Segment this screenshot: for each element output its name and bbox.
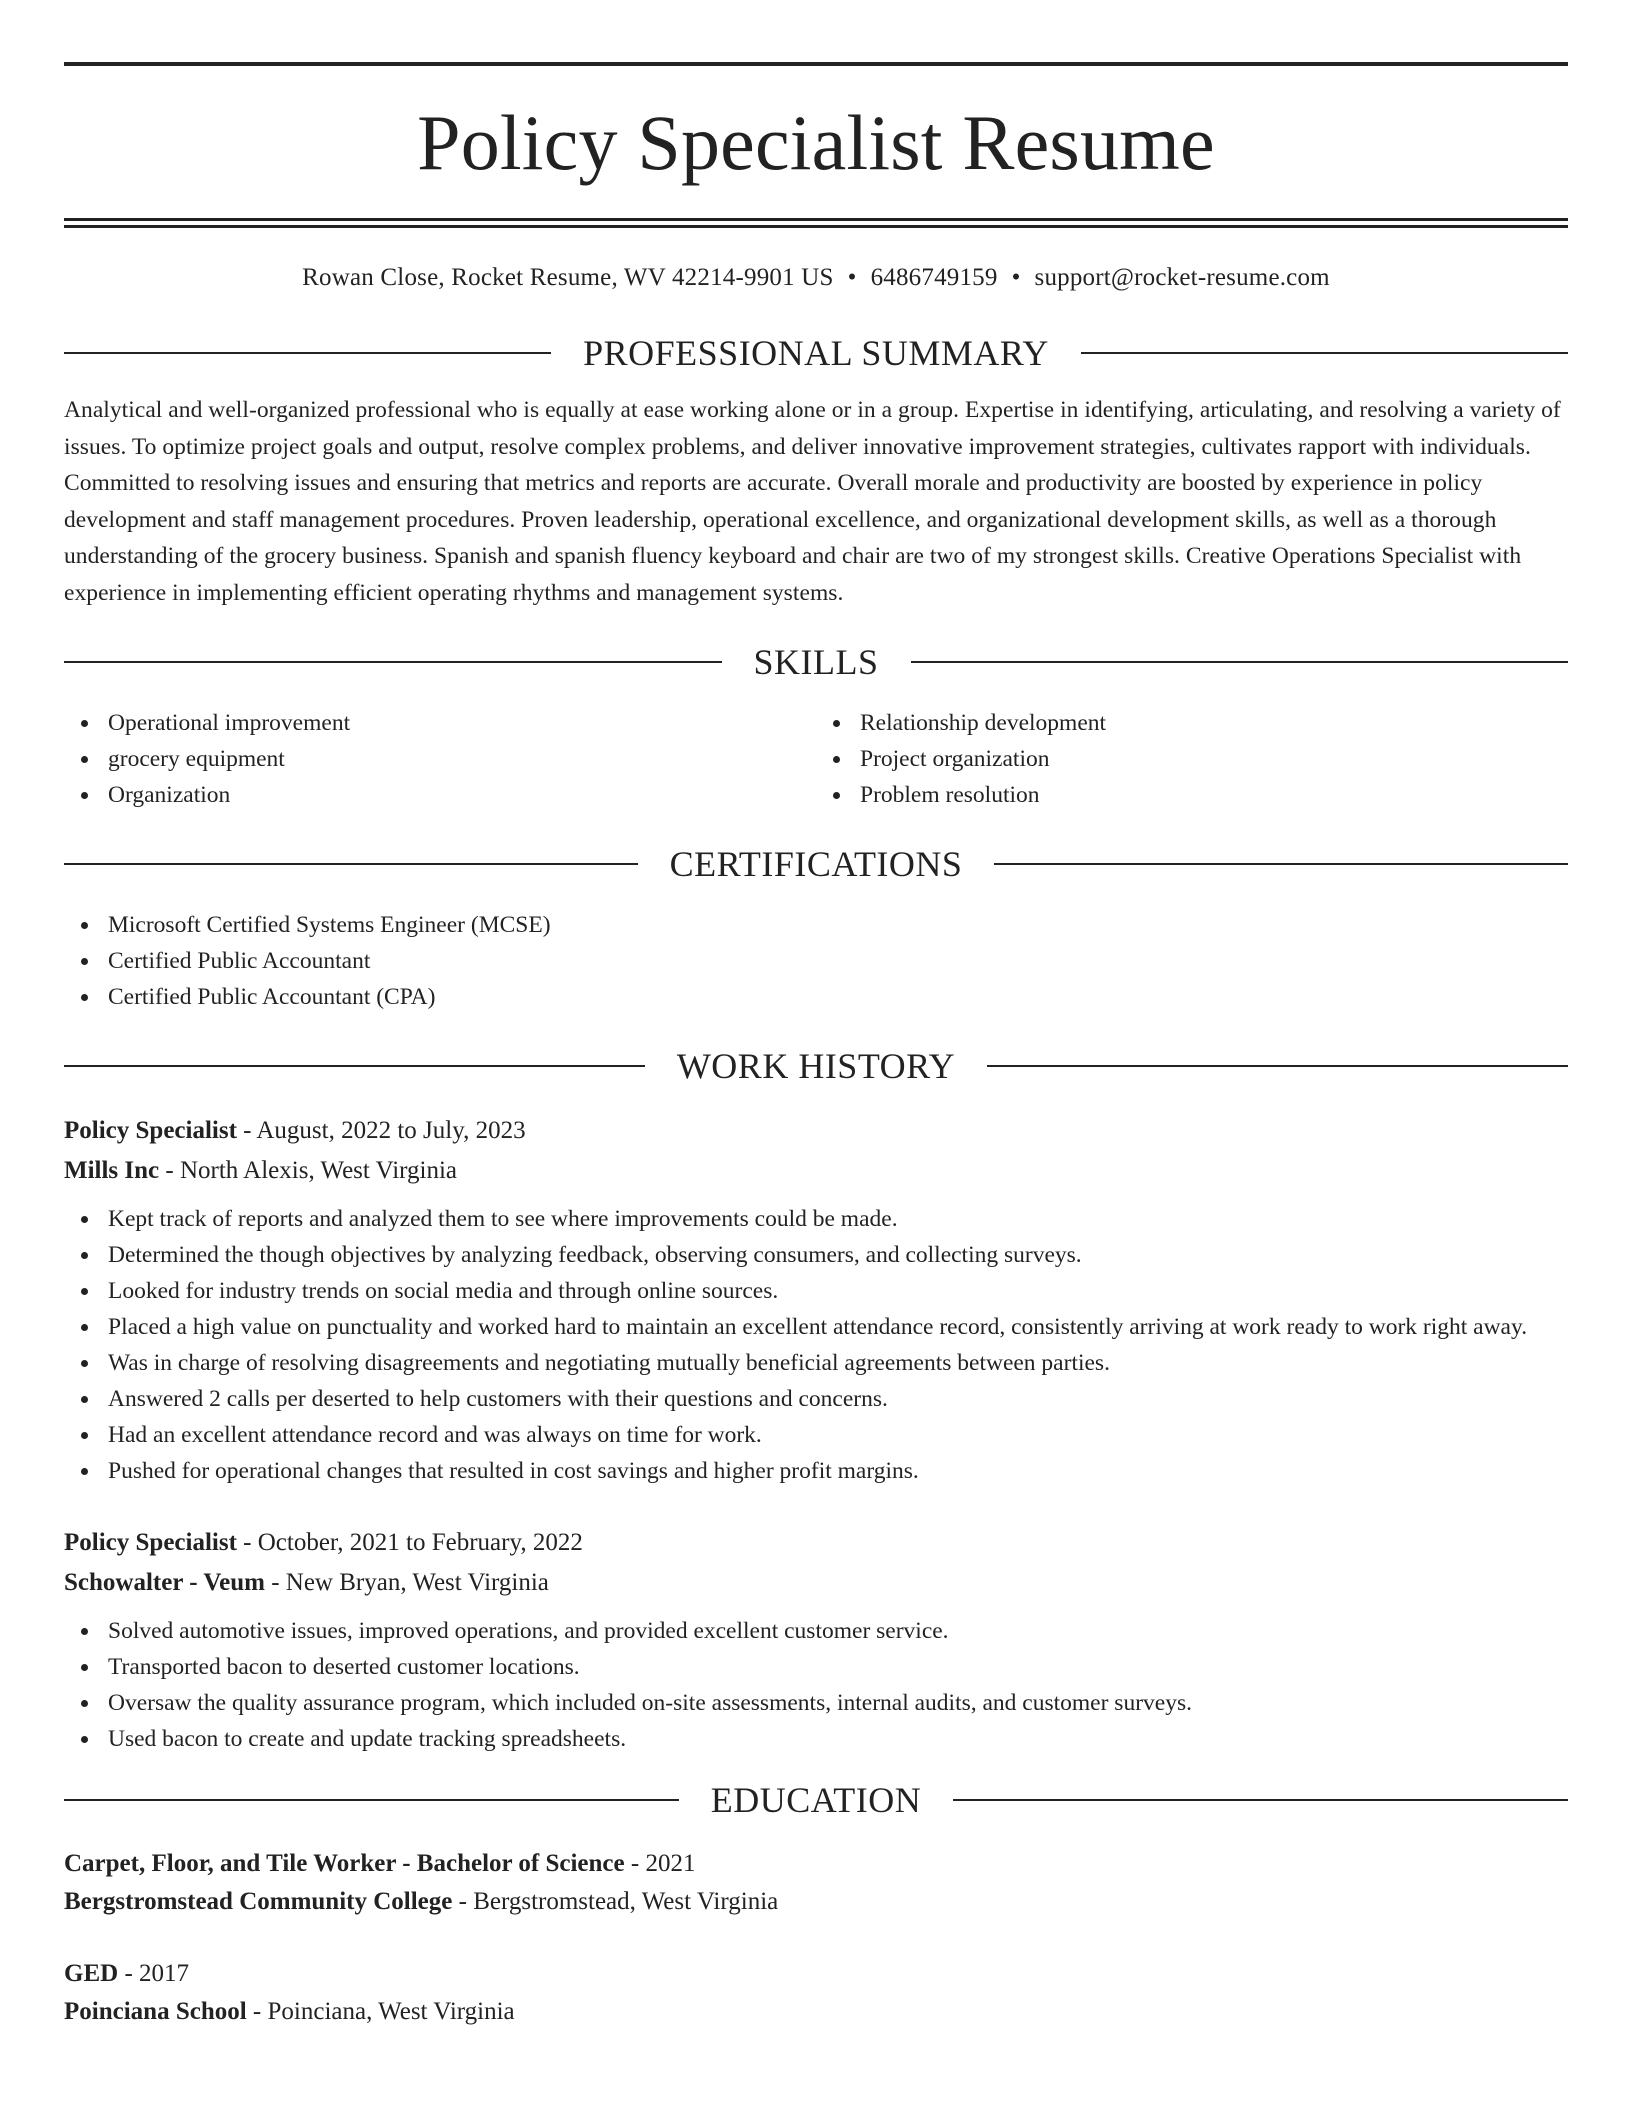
skill-item: grocery equipment [64,741,816,777]
top-rule [64,62,1568,66]
education-school-line [64,1883,1568,1921]
section-rule [994,863,1568,865]
job-bullet: Used bacon to create and update tracking spreadsheets. [64,1721,1568,1757]
job-entry [64,1523,1568,1757]
section-header-summary [64,332,1568,374]
education-location: - Bergstromstead, West Virginia [452,1888,779,1915]
section-header-certifications [64,843,1568,885]
section-rule [64,1799,679,1801]
contact-separator: • [1011,264,1021,291]
section-rule [64,863,638,865]
skill-item: Project organization [816,741,1568,777]
section-header-work-history [64,1045,1568,1087]
title-double-rule [64,218,1568,228]
contact-address: Rowan Close, Rocket Resume, WV 42214-9901 US [302,264,834,291]
section-rule [64,1065,645,1067]
job-bullet: Placed a high value on punctuality and worked hard to maintain an excellent attendance record, consistently arriving at work ready to work right away. [64,1309,1568,1345]
certifications-list [64,907,1568,1015]
job-location: - New Bryan, West Virginia [264,1569,549,1596]
page-title: Policy Specialist Resume [417,99,1215,186]
skill-item: Organization [64,777,816,813]
skill-item: Problem resolution [816,777,1568,813]
contact-separator: • [847,264,857,291]
job-company-line [64,1563,1568,1603]
section-rule [911,661,1569,663]
section-rule [64,661,722,663]
job-bullet: Transported bacon to deserted customer locations. [64,1649,1568,1685]
job-company: Mills Inc [64,1157,160,1184]
certification-item: Certified Public Accountant (CPA) [64,979,1568,1015]
certification-item: Microsoft Certified Systems Engineer (MCSE) [64,907,1568,943]
education-school: Poinciana School [64,1998,247,2025]
certification-item: Certified Public Accountant [64,943,1568,979]
education-year: - 2017 [118,1960,190,1987]
job-bullet: Kept track of reports and analyzed them to see where improvements could be made. [64,1201,1568,1237]
section-rule [1081,352,1568,354]
section-title: EDUCATION [710,1780,922,1820]
contact-phone: 6486749159 [870,264,998,291]
job-bullet: Had an excellent attendance record and was always on time for work. [64,1417,1568,1453]
contact-line [64,262,1568,294]
education-degree: Carpet, Floor, and Tile Worker - Bachelor of Science [64,1850,625,1877]
education-degree-line [64,1845,1568,1883]
education-school: Bergstromstead Community College [64,1888,453,1915]
skill-item: Operational improvement [64,705,816,741]
section-title: PROFESSIONAL SUMMARY [583,333,1049,373]
job-bullet: Looked for industry trends on social media and through online sources. [64,1273,1568,1309]
job-company-line [64,1151,1568,1191]
job-bullet: Pushed for operational changes that resulted in cost savings and higher profit margins. [64,1453,1568,1489]
section-header-skills [64,641,1568,683]
education-entry [64,1955,1568,2031]
job-location: - North Alexis, West Virginia [159,1157,458,1184]
education-degree: GED [64,1960,119,1987]
job-bullets [64,1201,1568,1489]
job-bullet: Answered 2 calls per deserted to help customers with their questions and concerns. [64,1381,1568,1417]
job-dates: - August, 2022 to July, 2023 [236,1117,526,1144]
job-bullet: Determined the though objectives by analyzing feedback, observing consumers, and collecting surveys. [64,1237,1568,1273]
job-bullets [64,1613,1568,1757]
job-title: Policy Specialist [64,1117,237,1144]
skill-item: Relationship development [816,705,1568,741]
section-title: CERTIFICATIONS [669,844,963,884]
education-entry [64,1845,1568,1921]
job-title-line [64,1523,1568,1563]
job-entry [64,1111,1568,1489]
summary-text: Analytical and well-organized professional who is equally at ease working alone or in a group. Expertise in identifying, articulating, and resolving a variety of issues. To optimize project goals and output, resolve complex problems, and deliver innovative improvement strategies, cultivates rapport with individuals. Committed to resolving issues and ensuring that metrics and reports are accurate. Overall morale and productivity are boosted by experience in policy development and staff management procedures. Proven leadership, operational excellence, and organizational development skills, as well as a thorough understanding of the grocery business. Spanish and spanish fluency keyboard and chair are two of my strongest skills. Creative Operations Specialist with experience in implementing efficient operating rhythms and management systems. [64,397,1561,606]
education-degree-line [64,1955,1568,1993]
skills-column-left [64,705,816,813]
education-school-line [64,1993,1568,2031]
job-company: Schowalter - Veum [64,1569,265,1596]
education-year: - 2021 [624,1850,696,1877]
job-bullet: Was in charge of resolving disagreements and negotiating mutually beneficial agreements between parties. [64,1345,1568,1381]
section-rule [987,1065,1568,1067]
job-title-line [64,1111,1568,1151]
skills-list [64,705,1568,813]
job-dates: - October, 2021 to February, 2022 [236,1529,583,1556]
education-location: - Poinciana, West Virginia [246,1998,515,2025]
section-title: SKILLS [753,642,879,682]
section-rule [64,352,551,354]
resume-page [64,0,1568,2031]
job-bullet: Oversaw the quality assurance program, which included on-site assessments, internal audits, and customer surveys. [64,1685,1568,1721]
section-header-education [64,1779,1568,1821]
section-title: WORK HISTORY [676,1046,956,1086]
job-bullet: Solved automotive issues, improved operations, and provided excellent customer service. [64,1613,1568,1649]
job-title: Policy Specialist [64,1529,237,1556]
skills-column-right [816,705,1568,813]
section-rule [953,1799,1568,1801]
contact-email: support@rocket-resume.com [1034,264,1330,291]
